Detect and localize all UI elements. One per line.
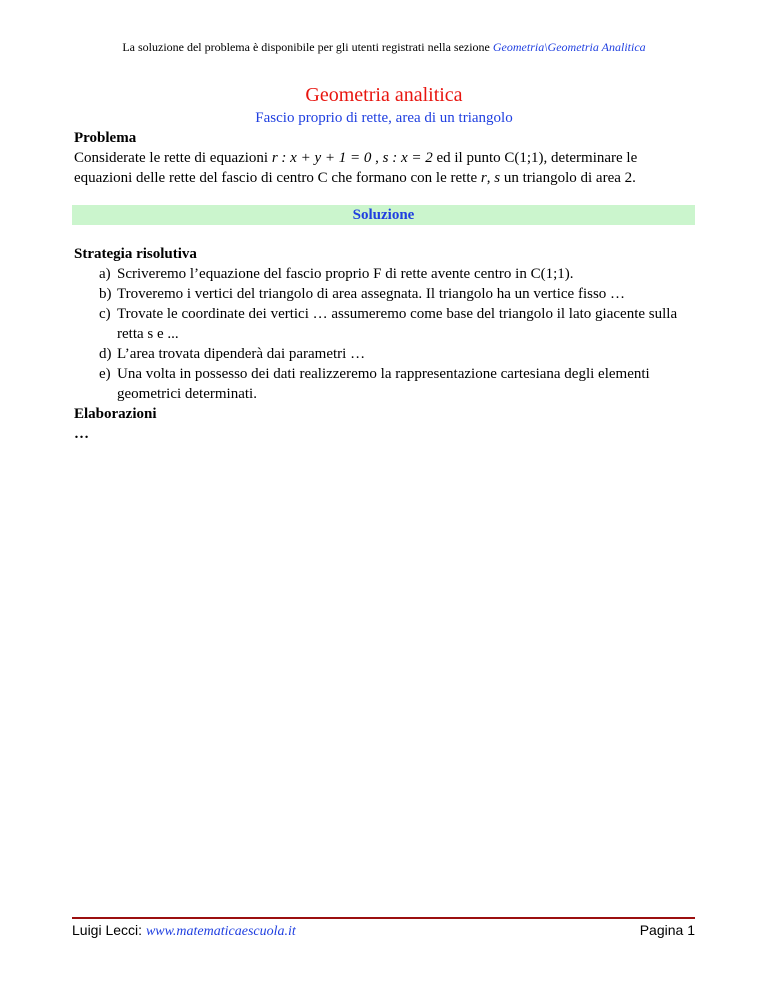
step-label: a) [99,266,111,282]
strategy-step [74,264,694,284]
strategy-steps [74,264,694,404]
problem-heading: Problema [74,130,137,146]
problem-statement [74,148,694,188]
step-text: Una volta in possesso dei dati realizzeremo la rappresentazione cartesiana degli elementi geometrici determinati. [117,366,650,402]
step-label: c) [99,306,111,322]
problem-text-3: equazioni delle rette del fascio di centro C che formano con le rette [74,170,481,186]
strategy-step [74,344,694,364]
line-s: s [494,170,501,186]
line-r: r [480,170,487,186]
header-text: La soluzione del problema è disponibile per gli utenti registrati nella sezione [122,40,493,54]
problem-text-4: un triangolo di area 2. [500,170,636,186]
strategy-heading: Strategia risolutiva [74,246,197,262]
step-text: Scriveremo l’equazione del fascio proprio F di rette avente centro in C(1;1). [117,266,574,282]
solution-banner: Soluzione [72,205,695,225]
elaborations-ellipsis: … [74,426,89,442]
elaborations-heading: Elaborazioni [74,406,157,422]
equation-s: s : x = 2 [382,150,433,166]
page-header [0,40,768,55]
footer-author: Luigi Lecci: [72,922,146,938]
header-section-link[interactable]: Geometria\Geometria Analitica [492,40,646,54]
equation-r: r : x + y + 1 = 0 [271,150,372,166]
step-text: L’area trovata dipenderà dai parametri … [117,346,366,362]
equation-separator: , [371,150,383,166]
problem-text-1: Considerate le rette di equazioni [74,150,272,166]
page-footer [72,922,695,940]
problem-comma: , [486,170,495,186]
strategy-step [74,304,694,344]
step-label: d) [99,346,112,362]
document-subtitle: Fascio proprio di rette, area di un triangolo [255,110,513,126]
strategy-step [74,364,694,404]
step-text: Troveremo i vertici del triangolo di area assegnata. Il triangolo ha un vertice fisso … [117,286,626,302]
footer-divider [72,917,695,919]
step-text: Trovate le coordinate dei vertici … assumeremo come base del triangolo il lato giacente sulla retta s e ... [117,306,678,342]
problem-text-2: ed il punto C(1;1), determinare le [432,150,638,166]
strategy-step [74,284,694,304]
step-label: b) [99,286,112,302]
footer-website-link[interactable]: www.matematicaescuola.it [145,924,296,939]
step-label: e) [99,366,111,382]
page-number: Pagina 1 [639,922,695,938]
document-title: Geometria analitica [305,84,463,106]
